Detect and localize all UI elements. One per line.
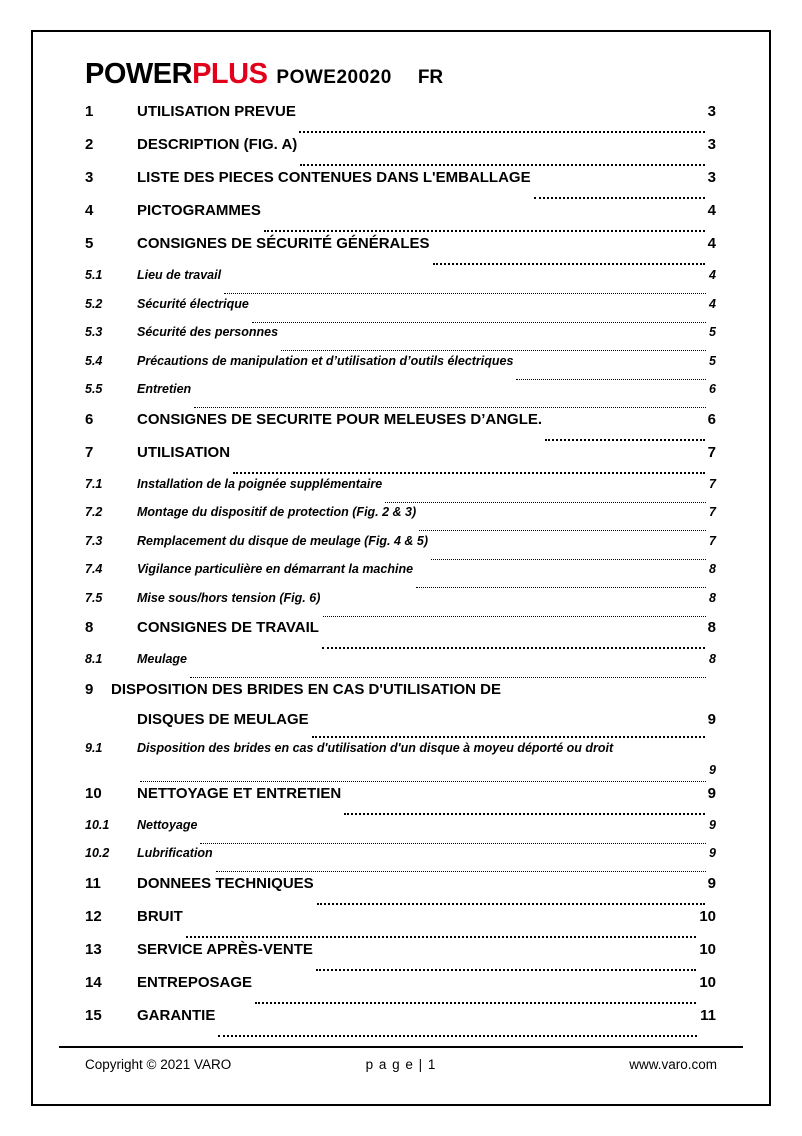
toc-entry	[85, 1007, 716, 1040]
toc-entry	[85, 908, 716, 941]
toc-entry-page: 9	[709, 846, 716, 860]
toc-entry-number: 8	[85, 619, 94, 636]
toc-entry	[85, 681, 716, 741]
toc-entry-title: CONSIGNES DE SÉCURITÉ GÉNÉRALES	[137, 235, 430, 252]
toc-leader-dots	[140, 781, 706, 782]
toc-entry-page: 9	[709, 817, 716, 832]
toc-leader-dots	[322, 647, 705, 649]
toc-entry-title: DISPOSITION DES BRIDES EN CAS D'UTILISATION DE	[111, 680, 501, 698]
toc-entry-number: 5.3	[85, 325, 103, 339]
toc-entry-number: 11	[85, 874, 101, 892]
toc-leader-dots	[194, 407, 706, 408]
toc-leader-dots	[534, 197, 705, 199]
toc-leader-dots	[264, 230, 705, 232]
toc-entry-title: Entretien	[137, 382, 192, 396]
toc-leader-dots	[385, 502, 706, 503]
toc-entry-number: 13	[85, 940, 102, 958]
toc-entry-number: 10	[85, 784, 102, 802]
toc-entry-page: 9	[707, 710, 716, 728]
toc-leader-dots	[224, 293, 706, 294]
footer-copyright: Copyright © 2021 VARO	[85, 1057, 232, 1072]
toc-entry-number: 9.1	[85, 740, 103, 755]
toc-entry-number: 7.4	[85, 562, 103, 576]
toc-entry-page: 4	[709, 268, 716, 282]
toc-entry-title: Sécurité électrique	[137, 296, 249, 311]
toc-entry-number: 14	[85, 973, 102, 991]
toc-entry-line1	[85, 741, 716, 763]
toc-entry-title: SERVICE APRÈS-VENTE	[137, 940, 313, 958]
toc-entry	[85, 591, 716, 620]
toc-leader-dots	[317, 903, 705, 905]
toc-entry-title: DESCRIPTION (FIG. A)	[137, 136, 298, 153]
toc-entry-title: DONNEES TECHNIQUES	[137, 874, 314, 892]
toc-leader-dots	[200, 843, 706, 844]
toc-entry-page: 9	[707, 784, 716, 802]
toc-entry-title: Mise sous/hors tension (Fig. 6)	[137, 590, 321, 605]
toc-entry	[85, 235, 716, 268]
toc-entry	[85, 534, 716, 563]
toc-entry-title: CONSIGNES DE TRAVAIL	[137, 619, 319, 636]
toc-entry-title: Meulage	[137, 652, 188, 666]
toc-entry-page: 3	[707, 103, 716, 120]
toc-entry	[85, 411, 716, 444]
toc-entry-title: Installation de la poignée supplémentaire	[137, 476, 383, 491]
toc-leader-dots	[255, 1002, 696, 1004]
toc-entry-line2	[85, 711, 716, 741]
toc-entry-page: 4	[707, 202, 716, 219]
toc-leader-dots	[216, 871, 706, 872]
toc-entry-title: Lubrification	[137, 846, 213, 860]
toc-entry-number: 10.2	[85, 846, 110, 860]
toc-entry	[85, 505, 716, 534]
toc-entry	[85, 297, 716, 326]
toc-entry-title: Montage du dispositif de protection (Fig. 2 & 3)	[137, 505, 417, 519]
toc-entry-page: 7	[709, 505, 716, 519]
toc-entry-page: 5	[709, 325, 716, 339]
toc-leader-dots	[299, 131, 705, 133]
toc-entry	[85, 652, 716, 681]
toc-entry-title: Vigilance particulière en démarrant la machine	[137, 562, 414, 576]
toc-entry-number: 7.1	[85, 476, 103, 491]
toc-entry	[85, 562, 716, 591]
toc-entry-title: BRUIT	[137, 907, 183, 925]
footer-website: www.varo.com	[629, 1057, 718, 1072]
toc-entry	[85, 875, 716, 908]
toc-leader-dots	[186, 936, 696, 938]
toc-entry-page: 6	[709, 382, 716, 396]
toc-entry	[85, 846, 716, 875]
toc-entry-number: 5	[85, 235, 94, 252]
toc-leader-dots	[516, 379, 706, 380]
toc-entry-page: 4	[709, 296, 716, 311]
toc-entry-page: 8	[709, 652, 716, 666]
toc-list	[85, 103, 716, 1046]
toc-entry-title: Sécurité des personnes	[137, 325, 279, 339]
toc-leader-dots	[545, 439, 705, 441]
toc-entry-page: 10	[699, 940, 716, 958]
toc-entry-page: 4	[707, 235, 716, 252]
toc-leader-dots	[300, 164, 704, 166]
toc-entry-page: 3	[707, 136, 716, 153]
toc-leader-dots	[190, 677, 706, 678]
toc-entry-page: 10	[699, 907, 716, 925]
logo-plus: PLUS	[192, 58, 268, 90]
document-page	[31, 30, 771, 1106]
toc-leader-dots	[431, 559, 706, 560]
toc-entry-title: Lieu de travail	[137, 268, 222, 282]
toc-entry-number: 3	[85, 169, 94, 186]
toc-entry-title: Nettoyage	[137, 817, 198, 832]
toc-leader-dots	[344, 813, 704, 815]
toc-entry	[85, 785, 716, 818]
toc-entry	[85, 103, 716, 136]
toc-entry-title: GARANTIE	[137, 1006, 216, 1024]
toc-entry	[85, 268, 716, 297]
toc-entry-number: 5.1	[85, 268, 103, 282]
toc-entry-line2	[85, 763, 716, 785]
toc-entry-number: 1	[85, 103, 94, 120]
toc-leader-dots	[233, 472, 705, 474]
toc-entry	[85, 619, 716, 652]
toc-leader-dots	[416, 587, 706, 588]
toc-entry-title: Précautions de manipulation et d’utilisation d’outils électriques	[137, 353, 514, 368]
toc-entry-number: 7.2	[85, 505, 103, 519]
toc-entry-page: 8	[709, 590, 716, 605]
toc-entry-number: 5.5	[85, 382, 103, 396]
toc-leader-dots	[419, 530, 706, 531]
toc-entry-page: 8	[707, 619, 716, 636]
toc-entry-title: Remplacement du disque de meulage (Fig. 4 & 5)	[137, 533, 429, 548]
toc-entry-page: 3	[707, 169, 716, 186]
toc-leader-dots	[252, 322, 706, 323]
toc-entry-number: 15	[85, 1006, 102, 1024]
toc-entry	[85, 169, 716, 202]
toc-entry-page: 11	[700, 1006, 716, 1024]
toc-entry-number: 2	[85, 136, 94, 153]
logo-power: POWER	[85, 58, 193, 90]
toc-entry-page: 6	[707, 410, 716, 428]
toc-entry-page: 8	[709, 562, 716, 576]
toc-entry	[85, 741, 716, 785]
toc-entry-title: UTILISATION	[137, 443, 231, 461]
page-footer	[59, 1046, 743, 1104]
toc-entry-page: 9	[707, 874, 716, 892]
brand-logo	[85, 58, 267, 91]
toc-entry-number: 6	[85, 410, 94, 428]
toc-entry	[85, 444, 716, 477]
document-header	[85, 58, 716, 91]
model-number: POWE20020	[276, 67, 392, 88]
toc-entry-page: 10	[699, 973, 716, 991]
toc-entry-page: 5	[709, 353, 716, 368]
toc-entry	[85, 382, 716, 411]
toc-entry-page: 7	[709, 476, 716, 491]
toc-entry-title: PICTOGRAMMES	[137, 202, 261, 219]
toc-entry-number: 5.2	[85, 296, 103, 311]
toc-entry-number: 4	[85, 202, 94, 219]
toc-entry-title: UTILISATION PREVUE	[137, 103, 296, 120]
toc-entry	[85, 477, 716, 506]
toc-entry-number: 7	[85, 443, 94, 461]
toc-entry-number: 5.4	[85, 353, 103, 368]
toc-entry-title: LISTE DES PIECES CONTENUES DANS L'EMBALLAGE	[137, 169, 531, 186]
toc-leader-dots	[281, 350, 706, 351]
toc-entry-number: 7.5	[85, 590, 103, 605]
toc-entry-title: CONSIGNES DE SECURITE POUR MELEUSES D’ANGLE.	[137, 410, 543, 428]
toc-entry-number: 7.3	[85, 533, 103, 548]
toc-leader-dots	[433, 263, 705, 265]
toc-entry-page: 7	[709, 533, 716, 548]
toc-leader-dots	[316, 969, 696, 971]
toc-entry-title: ENTREPOSAGE	[137, 973, 253, 991]
toc-entry	[85, 974, 716, 1007]
toc-entry-page: 9	[709, 762, 716, 777]
toc-entry	[85, 136, 716, 169]
toc-entry	[85, 325, 716, 354]
toc-entry-title: Disposition des brides en cas d'utilisation d'un disque à moyeu déporté ou droit	[137, 740, 614, 755]
toc-entry-number: 12	[85, 907, 102, 925]
toc-entry-line1	[85, 681, 716, 711]
toc-entry-number: 9	[85, 680, 94, 698]
toc-leader-dots	[312, 736, 705, 738]
toc-entry-title: NETTOYAGE ET ENTRETIEN	[137, 784, 342, 802]
toc-entry-title-line2: DISQUES DE MEULAGE	[137, 710, 309, 728]
toc-leader-dots	[323, 616, 706, 617]
toc-entry	[85, 202, 716, 235]
footer-page-number: p a g e | 1	[365, 1057, 437, 1072]
toc-entry-page: 7	[707, 443, 716, 461]
toc-entry-number: 10.1	[85, 817, 110, 832]
toc-entry	[85, 354, 716, 383]
toc-entry	[85, 941, 716, 974]
toc-entry	[85, 818, 716, 847]
toc-leader-dots	[218, 1035, 697, 1037]
toc-entry-number: 8.1	[85, 652, 103, 666]
language-code: FR	[417, 67, 444, 88]
